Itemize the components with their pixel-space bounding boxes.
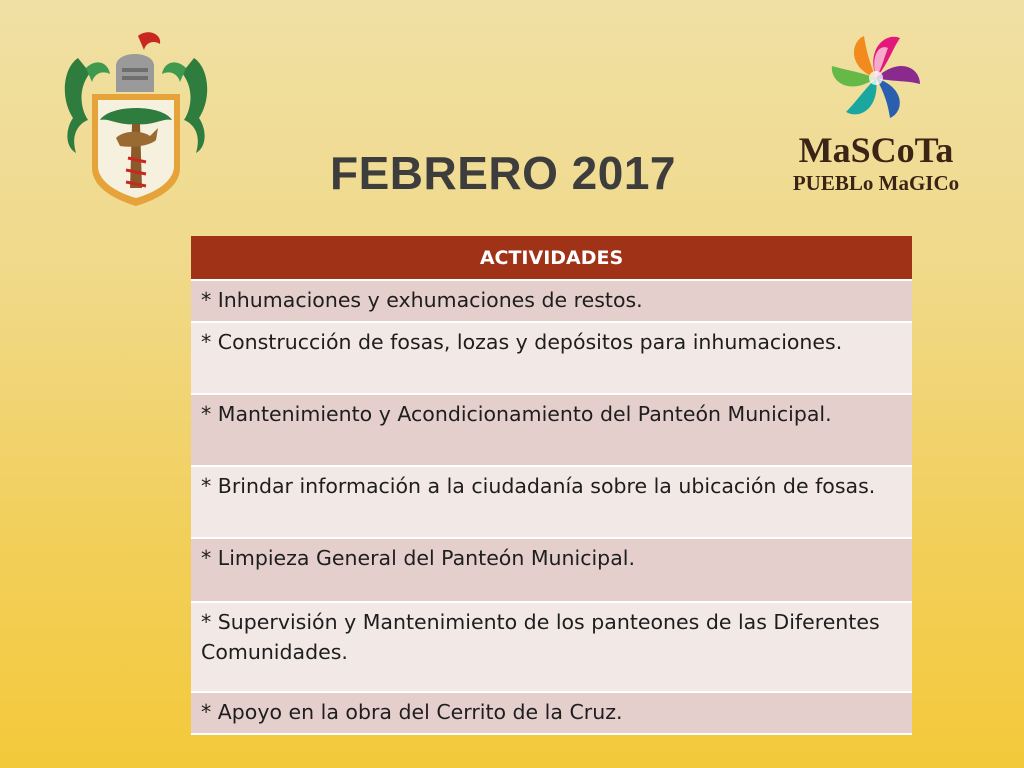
table-header-row [191, 236, 912, 280]
coat-of-arms-logo [58, 28, 214, 210]
activity-item: * Apoyo en la obra del Cerrito de la Cruz. [191, 692, 912, 734]
activity-item: * Inhumaciones y exhumaciones de restos. [191, 280, 912, 322]
table-row [191, 322, 912, 394]
activity-item: * Construcción de fosas, lozas y depósitos para inhumaciones. [191, 322, 912, 394]
table-row [191, 394, 912, 466]
activity-item: * Brindar información a la ciudadanía sobre la ubicación de fosas. [191, 466, 912, 538]
table-row [191, 280, 912, 322]
mascota-pueblo-magico-logo [776, 26, 976, 198]
logo-name-line1: MaSCoTa [798, 130, 954, 170]
activity-item: * Limpieza General del Panteón Municipal. [191, 538, 912, 602]
logo-name-line2: PUEBLo MaGICo [792, 171, 960, 195]
table-row [191, 602, 912, 692]
table-row [191, 692, 912, 734]
activity-item: * Supervisión y Mantenimiento de los panteones de las Diferentes Comunidades. [191, 602, 912, 692]
table-header: ACTIVIDADES [191, 236, 912, 280]
table-row [191, 466, 912, 538]
page-title: FEBRERO 2017 [330, 147, 677, 199]
activity-item: * Mantenimiento y Acondicionamiento del Panteón Municipal. [191, 394, 912, 466]
table-row [191, 538, 912, 602]
activities-table [191, 236, 912, 735]
